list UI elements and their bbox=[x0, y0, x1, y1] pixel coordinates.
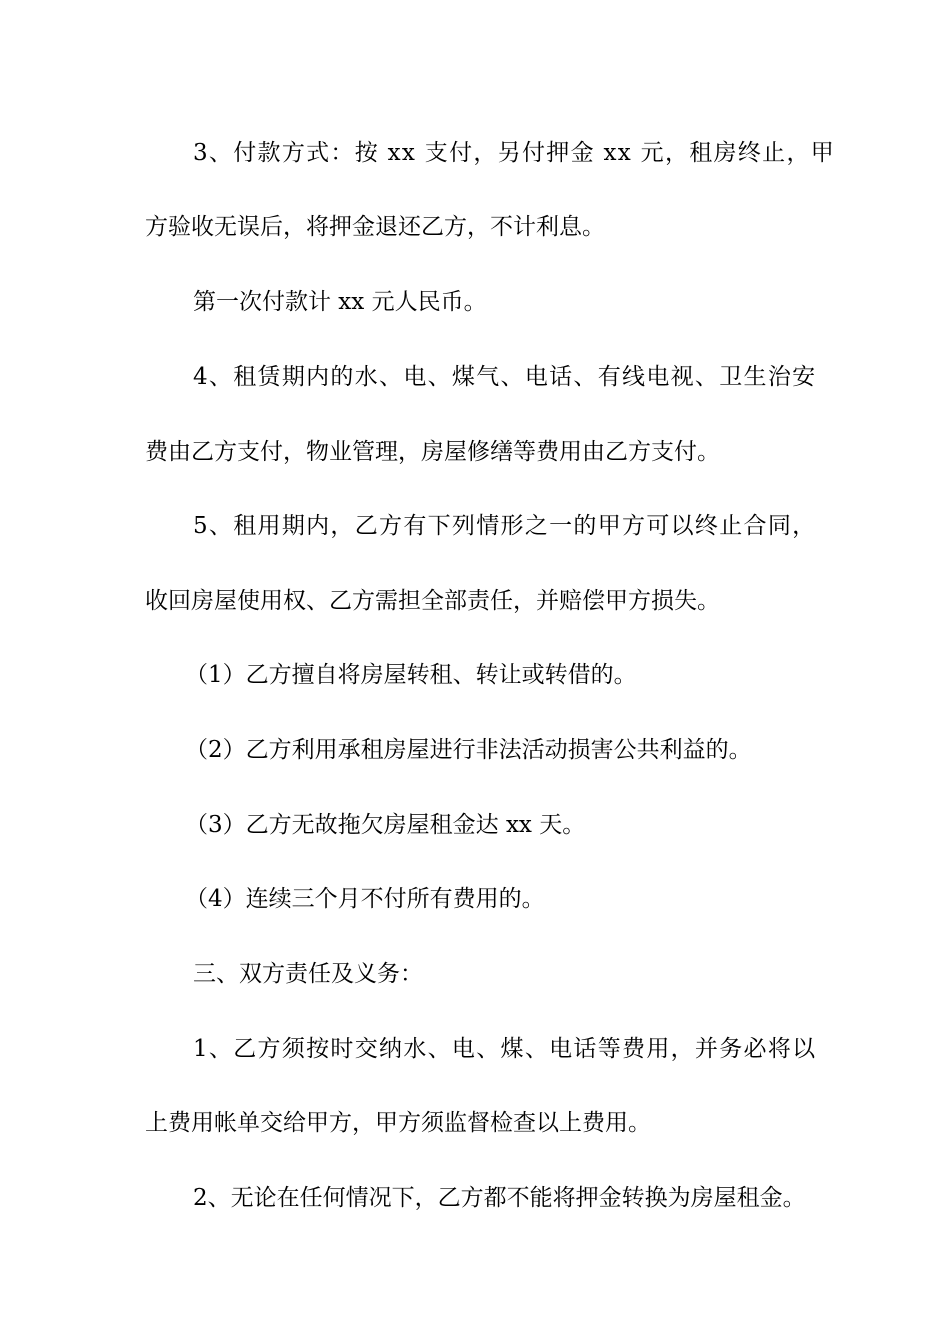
list-item-rent-arrears bbox=[0, 805, 950, 845]
text-line: 费由乙方支付，物业管理，房屋修缮等费用由乙方支付。 bbox=[145, 439, 720, 465]
paragraph-utilities-line-1 bbox=[0, 357, 950, 397]
paragraph-deposit-rule bbox=[0, 1178, 950, 1218]
paragraph-payment-method-line-1 bbox=[0, 133, 950, 173]
list-item-sublet bbox=[0, 655, 950, 695]
paragraph-first-payment bbox=[0, 282, 950, 322]
list-item-unpaid-fees bbox=[0, 879, 950, 919]
paragraph-fees-bills-line-2 bbox=[0, 1103, 950, 1143]
paragraph-fees-bills-line-1 bbox=[0, 1029, 950, 1069]
text-line: 上费用帐单交给甲方，甲方须监督检查以上费用。 bbox=[145, 1110, 651, 1136]
text-line: 3、付款方式：按 xx 支付，另付押金 xx 元，租房终止，甲 bbox=[193, 140, 836, 166]
text-line: 收回房屋使用权、乙方需担全部责任，并赔偿甲方损失。 bbox=[145, 588, 720, 614]
text-line: 第一次付款计 xx 元人民币。 bbox=[193, 289, 487, 315]
text-line: 2、无论在任何情况下，乙方都不能将押金转换为房屋租金。 bbox=[193, 1185, 806, 1211]
paragraph-payment-method-line-2 bbox=[0, 207, 950, 247]
text-line: （3）乙方无故拖欠房屋租金达 xx 天。 bbox=[185, 812, 586, 838]
text-line: （1）乙方擅自将房屋转租、转让或转借的。 bbox=[185, 662, 637, 688]
section-heading-responsibilities bbox=[0, 954, 950, 994]
paragraph-termination-line-1 bbox=[0, 506, 950, 546]
text-line: 方验收无误后，将押金退还乙方，不计利息。 bbox=[145, 214, 605, 240]
text-line: （2）乙方利用承租房屋进行非法活动损害公共利益的。 bbox=[185, 737, 752, 763]
text-line: 1、乙方须按时交纳水、电、煤、电话等费用，并务必将以 bbox=[193, 1036, 817, 1062]
text-line: 4、租赁期内的水、电、煤气、电话、有线电视、卫生治安 bbox=[193, 364, 817, 390]
paragraph-utilities-line-2 bbox=[0, 432, 950, 472]
text-line: 三、双方责任及义务： bbox=[193, 961, 423, 987]
text-line: （4）连续三个月不付所有费用的。 bbox=[185, 886, 545, 912]
text-line: 5、租用期内，乙方有下列情形之一的甲方可以终止合同， bbox=[193, 513, 817, 539]
paragraph-termination-line-2 bbox=[0, 581, 950, 621]
list-item-illegal-activity bbox=[0, 730, 950, 770]
